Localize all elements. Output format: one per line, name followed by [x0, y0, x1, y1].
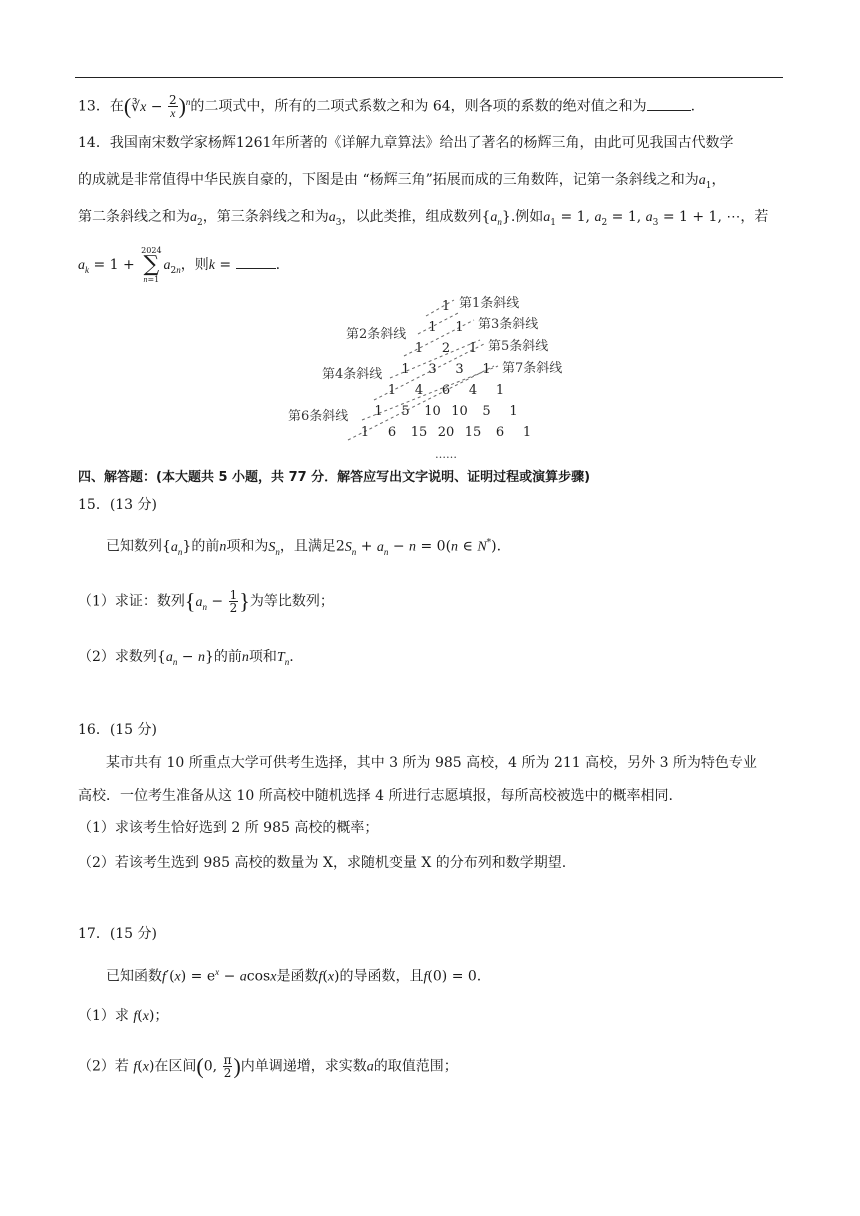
problem-16-header: 16．(15 分)	[78, 722, 158, 738]
triangle-number: 1	[387, 383, 397, 398]
problem-15-part-1: （1）求证：数列{$a_n$ − $\frac{1}{2}$ }为等比数列；	[78, 588, 334, 615]
diagonal-label-3: 第3条斜线	[478, 317, 539, 332]
ellipsis: ……	[435, 448, 457, 458]
triangle-number: 1	[414, 341, 424, 356]
diagonal-label-1: 第1条斜线	[459, 296, 520, 311]
problem-14-line-2: 的成就是非常值得中华民族自豪的，下图是由 “杨辉三角”拓展而成的三角数阵，记第一条斜线之和为$a_1$，	[78, 172, 726, 191]
triangle-number: 15	[410, 425, 428, 440]
triangle-number: 6	[495, 425, 505, 440]
triangle-number: 1	[428, 320, 437, 335]
triangle-number: 1	[401, 362, 410, 377]
problem-16-part-2: （2）若该考生选到 985 高校的数量为 X，求随机变量 X 的分布列和数学期望.	[78, 855, 567, 871]
diagonal-label-4: 第4条斜线	[322, 367, 383, 382]
triangle-number: 5	[482, 404, 491, 419]
header-rule	[75, 77, 783, 78]
problem-13-number: 13．在	[78, 98, 124, 115]
yang-hui-triangle-figure	[284, 290, 584, 458]
problem-17-stem: 已知函数$f'(x) = e^x - acosx$是函数f(x)的导函数，且f(0) = 0.	[106, 967, 482, 985]
problem-14-line-3: 第二条斜线之和为$a_2$，第三条斜线之和为$a_3$，以此类推，组成数列$\{a_n\}$.例如$a_1 = 1$, $a_2 = 1$, $a_3 = 1 + 1$, ⋯，若	[78, 209, 769, 228]
problem-17-header: 17．(15 分)	[78, 926, 158, 942]
problem-14-line-1: 14．我国南宋数学家杨辉1261年所著的《详解九章算法》给出了著名的杨辉三角，由此可见我国古代数学	[78, 135, 734, 151]
triangle-number: 20	[437, 425, 455, 440]
answer-blank[interactable]	[236, 268, 276, 269]
problem-14-line-4: $a_k = 1$ + 2024 ∑ n=1 $a_{2n}$，则k = .	[78, 246, 281, 284]
triangle-number: 5	[401, 404, 410, 419]
triangle-number: 2	[441, 341, 451, 356]
triangle-number: 1	[360, 425, 370, 440]
triangle-number: 1	[522, 425, 532, 440]
triangle-number: 1	[455, 320, 464, 335]
diagonal-label-2: 第2条斜线	[346, 327, 407, 342]
triangle-number: 10	[451, 404, 468, 419]
diagonal-label-7: 第7条斜线	[502, 361, 563, 376]
triangle-number: 1	[495, 383, 505, 398]
problem-16-line-1: 某市共有 10 所重点大学可供考生选择，其中 3 所为 985 高校，4 所为 211 高校，另外 3 所为特色专业	[106, 755, 757, 771]
triangle-number: 10	[424, 404, 441, 419]
problem-17-part-1: （1）求 f(x)；	[78, 1008, 169, 1024]
problem-16-line-2: 高校．一位考生准备从这 10 所高校中随机选择 4 所进行志愿填报，每所高校被选中的概率相同.	[78, 788, 673, 804]
triangle-number: 6	[387, 425, 397, 440]
diagonal-label-5: 第5条斜线	[488, 339, 549, 354]
triangle-number: 15	[464, 425, 482, 440]
triangle-number: 4	[414, 383, 424, 398]
problem-13-text: 的二项式中，所有的二项式系数之和为 64，则各项的系数的绝对值之和为	[190, 98, 647, 115]
section-heading: 四、解答题：(本大题共 5 小题，共 77 分．解答应写出文字说明、证明过程或演算步骤)	[78, 470, 591, 485]
problem-15-stem: 已知数列$\{a_n\}$的前n项和为$S_n$，且满足$2S_n + a_n - n = 0(n$ ∈ N*).	[106, 538, 502, 557]
problem-15-part-2: （2）求数列$\{a_n - n\}$的前n项和$T_n$.	[78, 649, 294, 667]
triangle-number: 3	[428, 362, 437, 377]
triangle-number: 1	[509, 404, 518, 419]
problem-13: 13．在(∛x − $\frac{2}{x}$ )$^n$的二项式中，所有的二项式系数之和为 64，则各项的系数的绝对值之和为 .	[78, 93, 696, 121]
diagonal-label-6: 第6条斜线	[288, 409, 349, 424]
triangle-number: 1	[441, 299, 451, 314]
problem-16-part-1: （1）求该考生恰好选到 2 所 985 高校的概率；	[78, 820, 379, 836]
problem-17-part-2: （2）若 f(x)在区间(0, $\frac{\pi}{2}$ )内单调递增，求实数a的取值范围；	[78, 1053, 458, 1080]
triangle-number: 1	[468, 341, 478, 356]
triangle-number: 4	[468, 383, 478, 398]
triangle-number: 3	[455, 362, 464, 377]
triangle-number: 1	[374, 404, 383, 419]
problem-15-header: 15．(13 分)	[78, 497, 158, 513]
answer-blank[interactable]	[647, 110, 691, 111]
triangle-number: 1	[482, 362, 491, 377]
triangle-number: 6	[441, 383, 451, 398]
